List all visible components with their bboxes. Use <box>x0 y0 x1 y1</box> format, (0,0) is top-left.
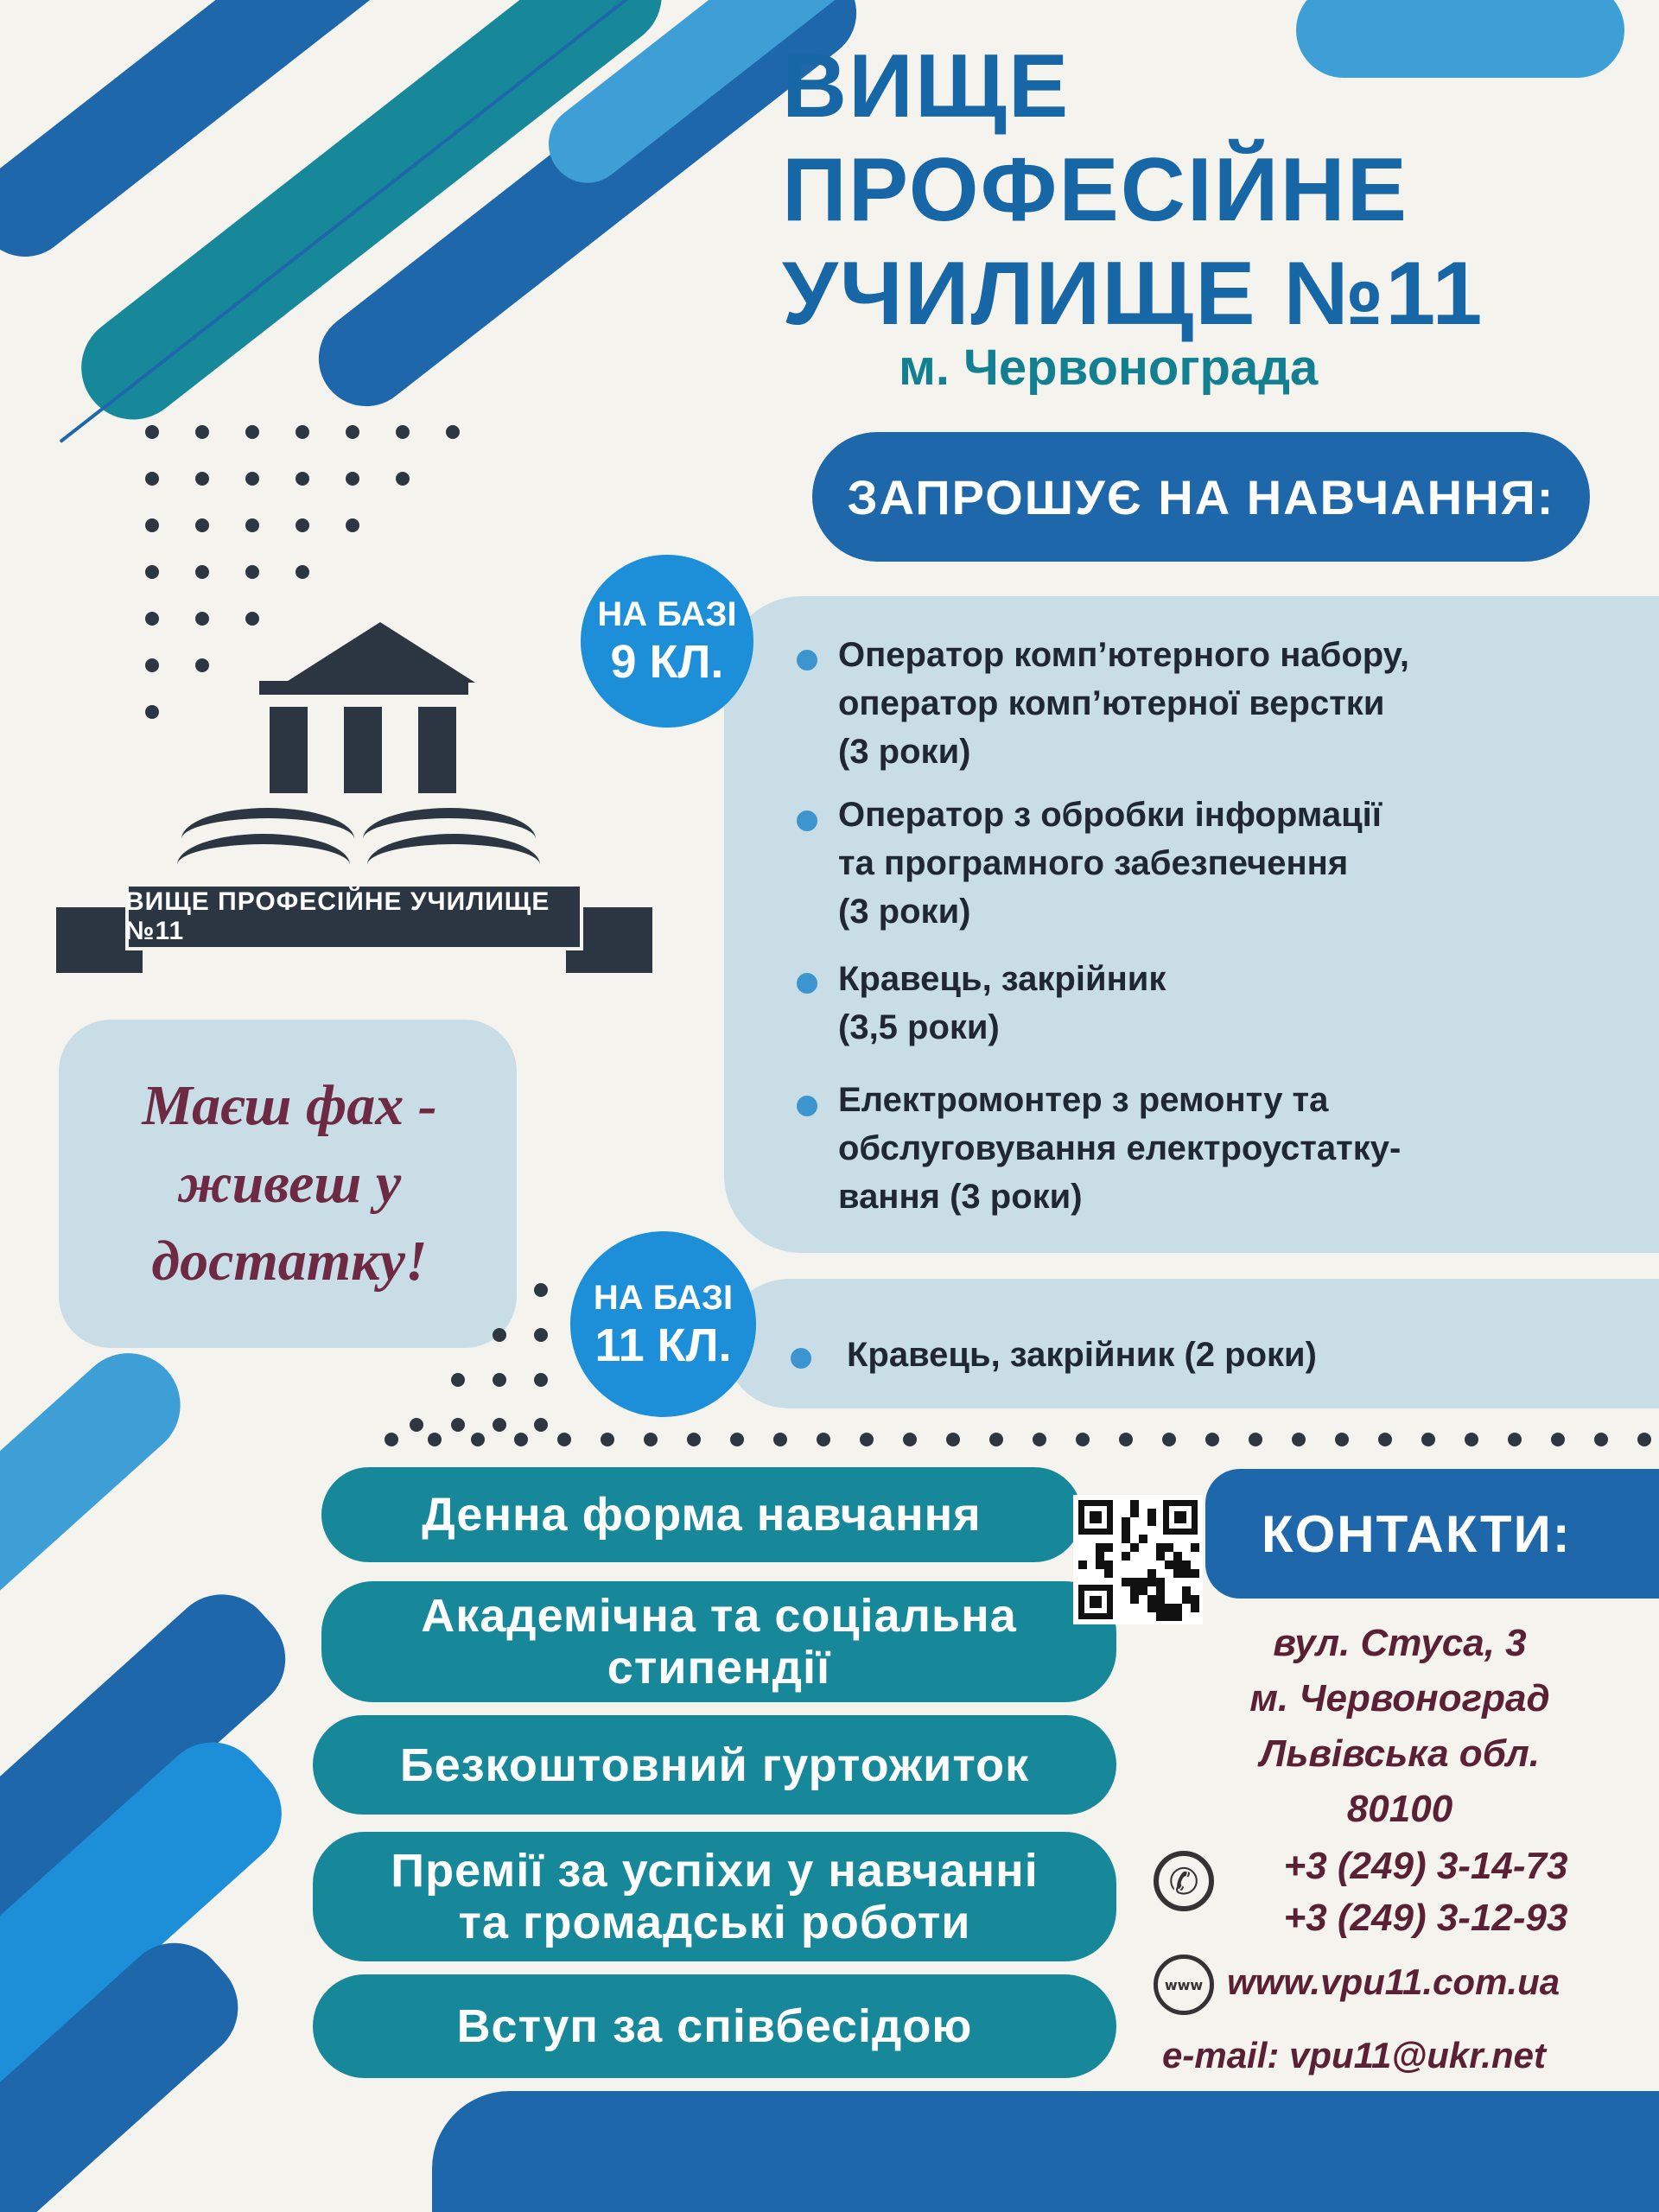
contacts-heading-bar <box>1205 1469 1659 1599</box>
decor-dot <box>145 425 159 439</box>
decor-dot <box>195 658 209 672</box>
benefit-text: Премії за успіхи у навчанні <box>391 1845 1039 1897</box>
decor-dot <box>534 1373 548 1387</box>
phone-number[interactable]: +3 (249) 3-12-93 <box>1283 1897 1568 1939</box>
decor-dot <box>195 565 209 579</box>
decor-dot <box>296 518 309 532</box>
title-line-2: ПРОФЕСІЙНЕ <box>782 140 1408 240</box>
decor-dot <box>396 472 410 486</box>
phone-icon: ✆ <box>1154 1851 1214 1911</box>
decor-dot <box>1249 1433 1262 1446</box>
decor-dot <box>451 1373 465 1387</box>
decor-dot <box>1508 1433 1522 1446</box>
bullet-icon <box>797 810 817 831</box>
address-zip: 80100 <box>1346 1788 1453 1830</box>
grade9-badge-bottom: 9 КЛ. <box>610 636 724 688</box>
course-line: (3 роки) <box>838 733 971 771</box>
motto <box>69 1067 510 1300</box>
decor-dot <box>773 1433 787 1446</box>
decor-dot <box>346 472 359 486</box>
decor-dot <box>145 705 159 719</box>
qr-code-icon[interactable] <box>1073 1495 1203 1624</box>
decor-dot <box>1119 1433 1133 1446</box>
course-line: Кравець, закрійник <box>838 960 1166 998</box>
decor-dot <box>817 1433 830 1446</box>
decor-dot <box>601 1433 614 1446</box>
decor-dot <box>687 1433 701 1446</box>
course-line: оператор комп’ютерної верстки <box>838 684 1385 722</box>
decor-dot <box>396 425 410 439</box>
decor-dot <box>557 1433 571 1446</box>
logo-ribbon <box>125 883 583 950</box>
decor-dot <box>1162 1433 1176 1446</box>
invite-banner <box>812 432 1590 562</box>
decor-dot <box>1465 1433 1478 1446</box>
decor-dot <box>534 1328 548 1342</box>
bullet-icon <box>797 650 817 671</box>
benefit-text: та громадські роботи <box>458 1897 971 1948</box>
bullet-icon <box>797 973 817 994</box>
decor-dot <box>1594 1433 1608 1446</box>
course-line: вання (3 роки) <box>838 1178 1083 1216</box>
title-line-1: ВИЩЕ <box>782 36 1071 137</box>
address-region: Львівська обл. <box>1260 1732 1540 1775</box>
www-icon-label: www <box>1164 1976 1204 1993</box>
decor-dot <box>1076 1433 1090 1446</box>
decor-dot <box>730 1433 744 1446</box>
phone-block <box>1244 1840 1607 1944</box>
logo-column <box>418 707 456 793</box>
grade11-badge-bottom: 11 КЛ. <box>594 1319 732 1371</box>
decor-dot <box>410 1418 423 1432</box>
decor-dot <box>145 472 159 486</box>
decor-dot <box>446 425 460 439</box>
course-item <box>838 955 1599 1052</box>
decor-dot <box>644 1433 658 1446</box>
benefit-text: стипендії <box>607 1642 831 1694</box>
benefit-text: Денна форма навчання <box>422 1489 982 1541</box>
title-line-3: УЧИЛИЩЕ №11 <box>782 244 1484 344</box>
invite-text: ЗАПРОШУЄ НА НАВЧАННЯ: <box>847 469 1555 524</box>
decor-dot <box>903 1433 917 1446</box>
decor-dot <box>451 1418 465 1432</box>
course-line: (3 роки) <box>838 893 971 931</box>
logo-roof-icon <box>285 622 475 683</box>
decor-dot <box>514 1433 528 1446</box>
benefit-pill <box>321 1467 1082 1562</box>
decor-dot <box>534 1283 548 1297</box>
course-item <box>838 1076 1599 1221</box>
benefit-pill <box>313 1715 1116 1815</box>
decor-dot <box>245 472 259 486</box>
website-link[interactable]: www.vpu11.com.ua <box>1227 1961 1560 2002</box>
globe-icon <box>1154 1955 1214 2015</box>
decor-dot <box>245 565 259 579</box>
decor-dot <box>245 518 259 532</box>
decor-dot <box>428 1433 442 1446</box>
decor-dot <box>989 1433 1003 1446</box>
email-link[interactable]: e-mail: vpu11@ukr.net <box>1162 2035 1546 2075</box>
decor-dot <box>1292 1433 1306 1446</box>
decor-dot <box>145 612 159 626</box>
grade9-badge <box>581 555 753 728</box>
address-town: м. Червоноград <box>1249 1677 1550 1719</box>
address-block <box>1210 1616 1590 1837</box>
bullet-icon <box>797 1096 817 1116</box>
grade11-badge-top: НА БАЗІ <box>593 1278 734 1317</box>
bottom-decor-bar <box>432 2091 1659 2212</box>
decor-dot <box>1551 1433 1565 1446</box>
decor-dot <box>1205 1433 1219 1446</box>
decor-dot <box>195 425 209 439</box>
logo-column <box>344 707 382 793</box>
decor-dot <box>1335 1433 1349 1446</box>
phone-number[interactable]: +3 (249) 3-14-73 <box>1283 1845 1568 1887</box>
school-title <box>782 35 1611 346</box>
decor-dot <box>1378 1433 1392 1446</box>
benefit-text: Академічна та соціальна <box>421 1590 1017 1642</box>
logo-ribbon-text: ВИЩЕ ПРОФЕСІЙНЕ УЧИЛИЩЕ №11 <box>125 887 550 945</box>
contacts-heading: КОНТАКТИ: <box>1262 1504 1572 1563</box>
decor-dot <box>534 1418 548 1432</box>
course-line: та програмного забезпечення <box>838 844 1349 882</box>
grade11-course: Кравець, закрійник (2 роки) <box>847 1336 1317 1374</box>
decor-dot <box>195 472 209 486</box>
decor-dot <box>195 612 209 626</box>
decor-dot <box>145 565 159 579</box>
decor-dot <box>296 472 309 486</box>
decor-dot <box>1637 1433 1651 1446</box>
decor-dot <box>946 1433 960 1446</box>
city-name: м. Червонограда <box>899 340 1319 396</box>
course-line: обслуговування електроустатку- <box>838 1129 1402 1167</box>
motto-line-2: живеш у <box>177 1152 402 1215</box>
course-line: Оператор комп’ютерного набору, <box>838 636 1410 674</box>
benefit-pill <box>313 1832 1116 1961</box>
decor-dot <box>346 425 359 439</box>
course-line: (3,5 роки) <box>838 1008 1000 1046</box>
benefit-pill <box>321 1581 1116 1702</box>
benefit-text: Вступ за співбесідою <box>456 2000 973 2052</box>
decor-dot <box>860 1433 874 1446</box>
decor-dot <box>245 612 259 626</box>
decor-dot <box>493 1373 506 1387</box>
decor-dot <box>346 518 359 532</box>
grade9-badge-top: НА БАЗІ <box>597 595 737 633</box>
grade11-badge <box>570 1231 756 1417</box>
decor-dot <box>385 1433 398 1446</box>
motto-line-3: достатку! <box>151 1230 428 1293</box>
bullet-icon <box>791 1348 811 1369</box>
decor-dot <box>245 425 259 439</box>
decor-dot <box>471 1433 485 1446</box>
logo-column <box>270 707 308 793</box>
motto-line-1: Маєш фах - <box>142 1074 437 1137</box>
decor-dot <box>493 1328 506 1342</box>
decor-dot <box>145 518 159 532</box>
logo-beam <box>259 681 468 695</box>
decor-dot <box>145 658 159 672</box>
decor-dot <box>1421 1433 1435 1446</box>
course-line: Електромонтер з ремонту та <box>838 1081 1329 1119</box>
decor-dot <box>296 425 309 439</box>
course-item <box>838 791 1599 936</box>
address-street: вул. Стуса, 3 <box>1273 1622 1527 1664</box>
benefit-pill <box>313 1974 1116 2078</box>
course-item <box>838 631 1599 776</box>
course-line: Оператор з обробки інформації <box>838 796 1382 834</box>
decor-dot <box>493 1418 506 1432</box>
decor-dot <box>1033 1433 1046 1446</box>
decor-dot <box>296 565 309 579</box>
benefit-text: Безкоштовний гуртожиток <box>399 1738 1030 1791</box>
decor-dot <box>195 518 209 532</box>
